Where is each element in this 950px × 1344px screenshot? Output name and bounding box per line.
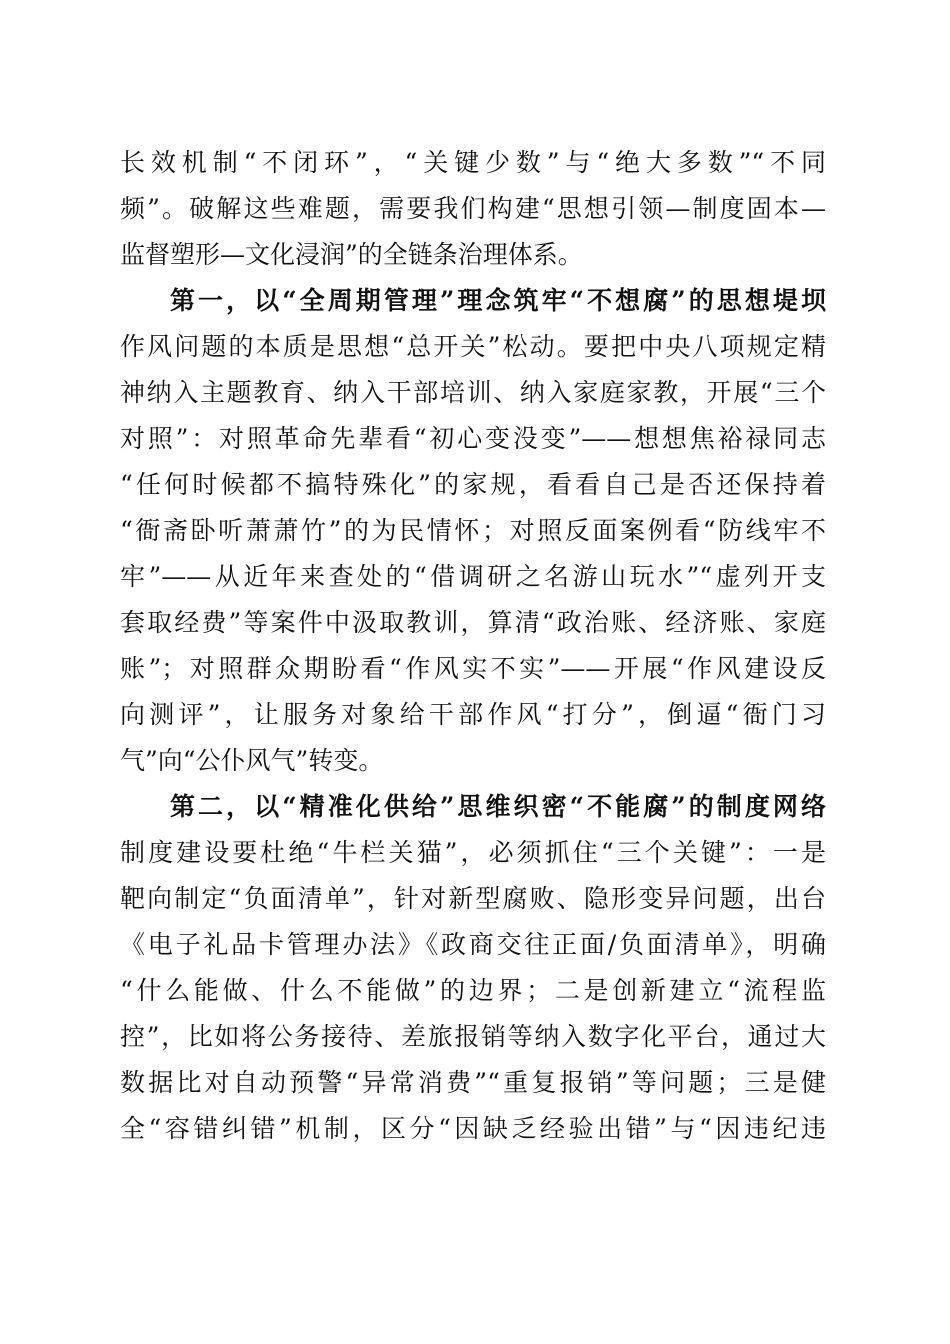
text-line: 频”。破解这些难题，需要我们构建“思想引领—制度固本— [120, 194, 826, 223]
text-line: 全“容错纠错”机制，区分“因缺乏经验出错”与“因违纪违 [120, 1114, 826, 1143]
text-line: 靶向制定“负面清单”，针对新型腐败、隐形变异问题，出台 [120, 884, 826, 913]
text-line: “任何时候都不搞特殊化”的家规，看看自己是否还保持着 [120, 470, 826, 499]
text-line: 牢”——从近年来查处的“借调研之名游山玩水”“虚列开支 [120, 562, 826, 591]
text-line: 《电子礼品卡管理办法》《政商交往正面/负面清单》，明确 [120, 930, 826, 959]
text-line: “衙斋卧听萧萧竹”的为民情怀；对照反面案例看“防线牢不 [120, 516, 826, 545]
text-line: 套取经费”等案件中汲取教训，算清“政治账、经济账、家庭 [120, 608, 826, 637]
text-line: 神纳入主题教育、纳入干部培训、纳入家庭家教，开展“三个 [120, 378, 826, 407]
text-line: “什么能做、什么不能做”的边界；二是创新建立“流程监 [120, 976, 826, 1005]
section-heading-2: 第二，以“精准化供给”思维织密“不能腐”的制度网络 [170, 792, 826, 821]
text-line: 账”；对照群众期盼看“作风实不实”——开展“作风建设反 [120, 654, 826, 683]
text-line: 气”向“公仆风气”转变。 [120, 746, 384, 775]
text-line: 制度建设要杜绝“牛栏关猫”，必须抓住“三个关键”：一是 [120, 838, 826, 867]
text-line: 向测评”，让服务对象给干部作风“打分”，倒逼“衙门习 [120, 700, 826, 729]
text-line: 作风问题的本质是思想“总开关”松动。要把中央八项规定精 [120, 332, 826, 361]
section-heading-1: 第一，以“全周期管理”理念筑牢“不想腐”的思想堤坝 [170, 286, 826, 315]
text-line: 数据比对自动预警“异常消费”“重复报销”等问题；三是健 [120, 1068, 826, 1097]
text-line: 控”，比如将公务接待、差旅报销等纳入数字化平台，通过大 [120, 1022, 826, 1051]
text-line: 监督塑形—文化浸润”的全链条治理体系。 [120, 240, 583, 269]
document-page [120, 140, 826, 1152]
text-line: 长效机制“不闭环”，“关键少数”与“绝大多数”“不同 [120, 148, 826, 177]
text-line: 对照”：对照革命先辈看“初心变没变”——想想焦裕禄同志 [120, 424, 826, 453]
